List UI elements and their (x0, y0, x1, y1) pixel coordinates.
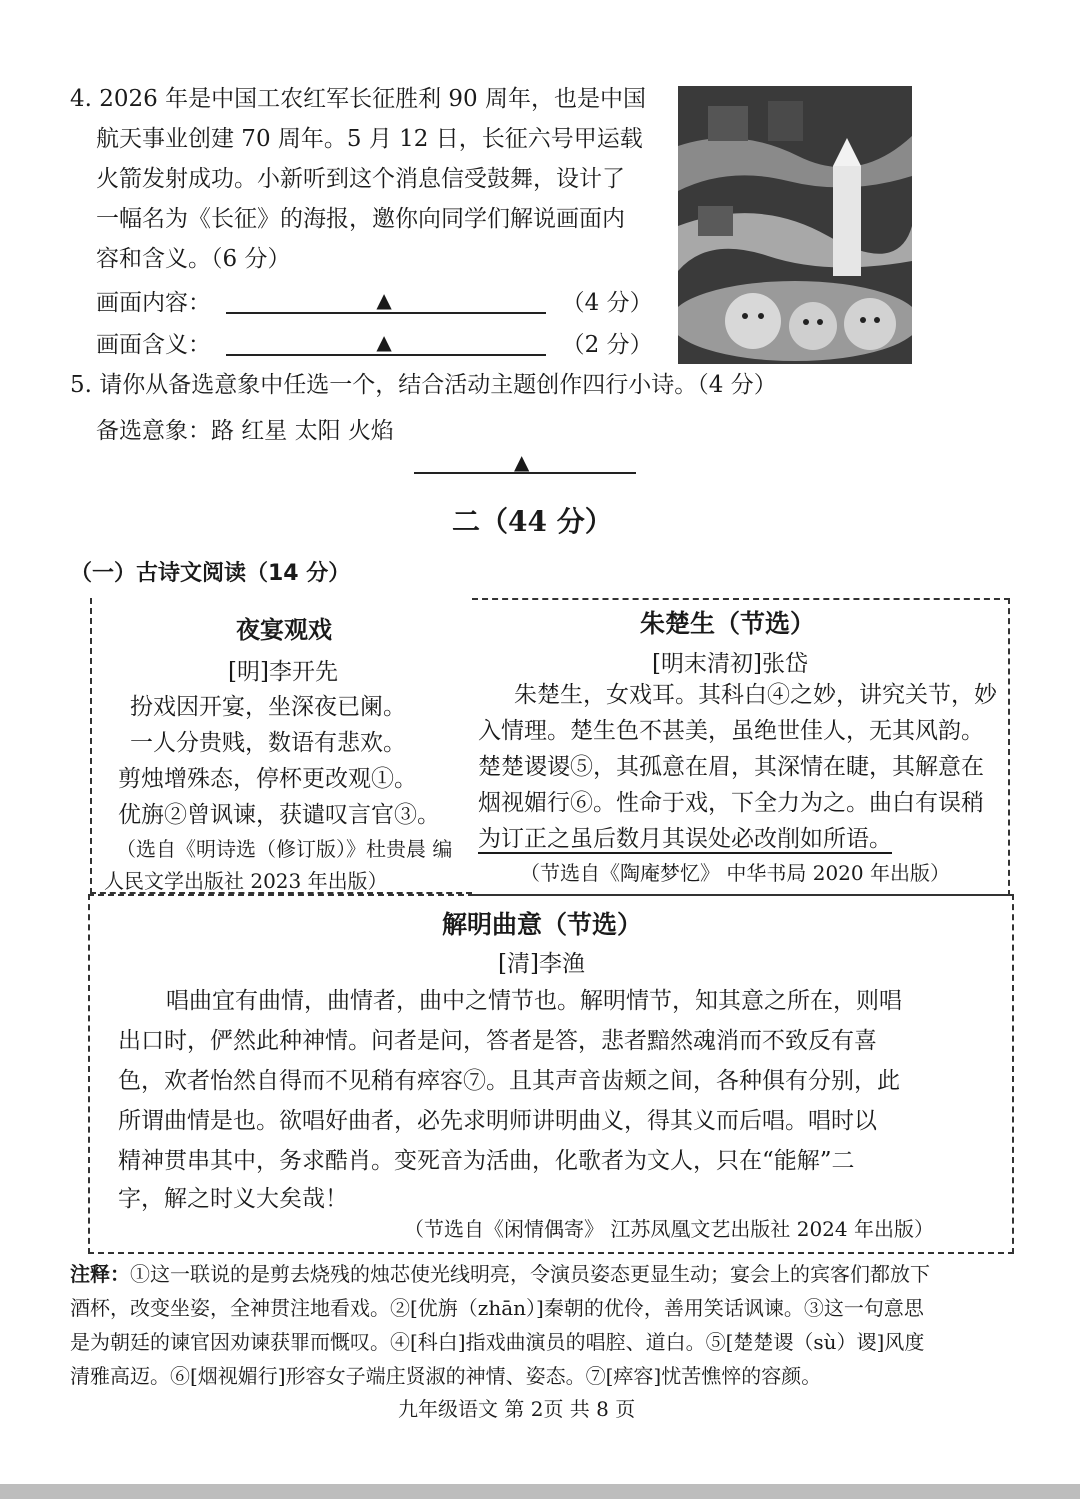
notes-line-1 (70, 1258, 930, 1291)
q5-options: 备选意象：路 红星 太阳 火焰 (96, 418, 394, 444)
q5-line: 5. 请你从备选意象中任选一个，结合活动主题创作四行小诗。（4 分） (70, 372, 777, 398)
text3-line-3: 色，欢者怡然自得而不见稍有瘁容⑦。且其声音齿颊之间，各种俱有分别，此 (118, 1068, 900, 1094)
section-title: 二（44 分） (452, 505, 613, 538)
q4-meaning-answer-blank[interactable] (226, 330, 546, 356)
q4-line-4: 一幅名为《长征》的海报，邀你向同学们解说画面内 (96, 206, 625, 232)
text2-line-3: 楚楚谡谡⑤，其孤意在眉，其深情在睫，其解意在 (478, 754, 984, 780)
text3-title: 解明曲意（节选） (442, 910, 643, 939)
q4-line-5: 容和含义。（6 分） (96, 246, 291, 272)
poem1-title: 夜宴观戏 (236, 615, 332, 644)
poem1-line-4: 优旃②曾讽谏，获谴叹言官③。 (118, 802, 440, 828)
q4-content-score: （4 分） (561, 290, 653, 316)
poem1-source-2: 人民文学出版社 2023 年出版） (104, 869, 388, 893)
text2-line-2: 入情理。楚生色不甚美，虽绝世佳人，无其风韵。 (478, 718, 984, 744)
text2-line-1: 朱楚生，女戏耳。其科白④之妙，讲究关节，妙 (514, 682, 997, 708)
page-footer: 九年级语文 第 2页 共 8 页 (398, 1397, 636, 1421)
text2-title: 朱楚生（节选） (640, 609, 816, 638)
scan-edge (0, 1484, 1080, 1499)
poem1-line-2: 一人分贵贱，数语有悲欢。 (130, 730, 406, 756)
triangle-icon: ▲ (376, 330, 392, 354)
q4-line-1: 4. 2026 年是中国工农红军长征胜利 90 周年，也是中国 (70, 86, 646, 112)
poem1-line-3: 剪烛增殊态，停杯更改观①。 (118, 766, 417, 792)
notes-line-3: 是为朝廷的谏官因劝谏获罪而慨叹。④[科白]指戏曲演员的唱腔、道白。⑤[楚楚谡（sù）谡]风度 (70, 1330, 925, 1354)
text3-line-5: 精神贯串其中，务求酷肖。变死音为活曲，化歌者为文人，只在“能解”二 (118, 1148, 855, 1174)
triangle-icon: ▲ (376, 288, 392, 312)
text3-line-2: 出口时，俨然此种神情。问者是问，答者是答，悲者黯然魂消而不致反有喜 (118, 1028, 877, 1054)
text3-line-4: 所谓曲情是也。欲唱好曲者，必先求明师讲明曲义，得其义而后唱。唱时以 (118, 1108, 877, 1134)
q4-meaning-label: 画面含义： (96, 332, 211, 358)
q4-content-answer-blank[interactable] (226, 288, 546, 314)
poem1-source-1: （选自《明诗选（修订版）》杜贵晨 编 (116, 837, 453, 861)
text3-author: [清]李渔 (498, 951, 585, 977)
poster-image (678, 86, 912, 364)
poster-art-icon (678, 86, 912, 364)
text3-source: （节选自《闲情偶寄》 江苏凤凰文艺出版社 2024 年出版） (404, 1217, 934, 1241)
q5-answer-blank[interactable] (414, 450, 636, 474)
poem1-line-1: 扮戏因开宴，坐深夜已阑。 (130, 694, 406, 720)
text2-source: （节选自《陶庵梦忆》 中华书局 2020 年出版） (520, 861, 950, 885)
text2-author: [明末清初]张岱 (652, 651, 808, 677)
q4-line-3: 火箭发射成功。小新听到这个消息信受鼓舞，设计了 (96, 166, 625, 192)
q4-line-2: 航天事业创建 70 周年。5 月 12 日，长征六号甲运载 (96, 126, 643, 152)
notes-line-2: 酒杯，改变坐姿，全神贯注地看戏。②[优旃（zhān）]秦朝的优伶，善用笑话讽谏。③这一句意思 (70, 1296, 924, 1320)
notes-line-4: 清雅高迈。⑥[烟视媚行]形容女子端庄贤淑的神情、姿态。⑦[瘁容]忧苦憔悴的容颜。 (70, 1364, 822, 1388)
section-subtitle: （一）古诗文阅读（14 分） (70, 561, 351, 586)
text2-line-4: 烟视媚行⑥。性命于戏，下全力为之。曲白有误稍 (478, 790, 984, 816)
text3-line-1: 唱曲宜有曲情，曲情者，曲中之情节也。解明情节，知其意之所在，则唱 (166, 988, 902, 1014)
poem1-author: [明]李开先 (228, 659, 338, 685)
notes-label: 注释： (70, 1262, 130, 1286)
notes-text-1: ①这一联说的是剪去烧残的烛芯使光线明亮，令演员姿态更显生动；宴会上的宾客们都放下 (130, 1262, 930, 1286)
q4-meaning-row (96, 324, 653, 366)
q4-meaning-score: （2 分） (561, 332, 653, 358)
q4-content-label: 画面内容： (96, 290, 211, 316)
q4-content-row (96, 282, 653, 324)
text2-line-5: 为订正之虽后数月其误处必改削如所语。 (478, 826, 892, 852)
triangle-icon: ▲ (514, 450, 530, 474)
text3-line-6: 字，解之时义大矣哉！ (118, 1186, 348, 1212)
